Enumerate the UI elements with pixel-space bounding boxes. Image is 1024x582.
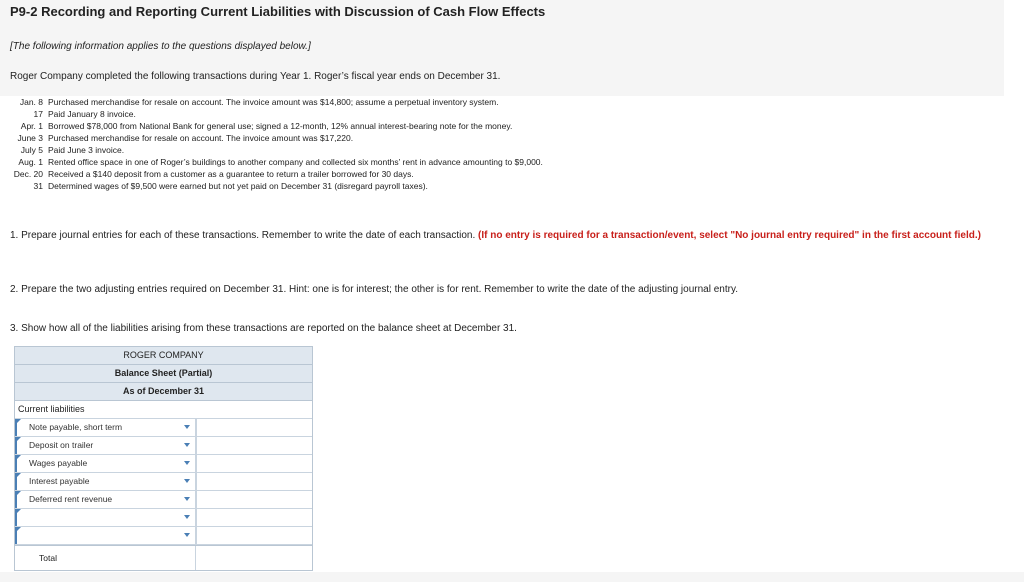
balance-sheet-date: As of December 31: [15, 383, 312, 401]
liability-row: [15, 491, 312, 509]
amount-input[interactable]: [197, 455, 312, 472]
transaction-text: Paid January 8 invoice.: [48, 109, 136, 119]
balance-sheet-statement: Balance Sheet (Partial): [15, 365, 312, 383]
transaction-date: Apr. 1: [20, 121, 43, 131]
transaction-row: [10, 120, 543, 132]
account-select[interactable]: [15, 527, 196, 544]
transaction-row: [10, 156, 543, 168]
amount-input[interactable]: [197, 527, 312, 544]
question-3: 3. Show how all of the liabilities arising from these transactions are reported on the balance sheet at December 31.: [10, 323, 517, 334]
total-label: Total: [15, 546, 196, 570]
transaction-text: Determined wages of $9,500 were earned but not yet paid on December 31 (disregard payroll taxes).: [48, 181, 428, 191]
amount-cell: [196, 509, 312, 526]
transaction-text: Purchased merchandise for resale on account. The invoice amount was $17,220.: [48, 133, 354, 143]
question-1-instruction: (If no entry is required for a transaction/event, select "No journal entry required" in the first account field.): [478, 230, 981, 241]
dropdown-caret-icon: [184, 461, 190, 465]
account-select[interactable]: [15, 491, 196, 508]
info-note: [The following information applies to the questions displayed below.]: [10, 41, 311, 52]
amount-input[interactable]: [197, 419, 312, 436]
balance-sheet-company: ROGER COMPANY: [15, 347, 312, 365]
account-select-value: Wages payable: [29, 458, 88, 468]
transaction-row: [10, 180, 543, 192]
transaction-text: Borrowed $78,000 from National Bank for general use; signed a 12-month, 12% annual interest-bearing note for the money.: [48, 121, 513, 131]
transaction-row: [10, 144, 543, 156]
account-select-value: Interest payable: [29, 476, 90, 486]
amount-cell: [196, 437, 312, 454]
problem-intro: Roger Company completed the following transactions during Year 1. Roger’s fiscal year ends on December 31.: [10, 71, 501, 82]
amount-cell: [196, 527, 312, 544]
transaction-row: [10, 96, 543, 108]
amount-cell: [196, 455, 312, 472]
account-select-value: Note payable, short term: [29, 422, 123, 432]
dropdown-caret-icon: [184, 515, 190, 519]
transaction-text: Purchased merchandise for resale on account. The invoice amount was $14,800; assume a perpetual inventory system.: [48, 97, 499, 107]
account-select[interactable]: [15, 437, 196, 454]
transaction-text: Paid June 3 invoice.: [48, 145, 125, 155]
transaction-date: Dec. 20: [13, 169, 43, 179]
transaction-row: [10, 108, 543, 120]
account-select[interactable]: [15, 509, 196, 526]
account-select[interactable]: [15, 473, 196, 490]
account-select-value: Deferred rent revenue: [29, 494, 113, 504]
field-marker-icon: [17, 419, 21, 423]
dropdown-caret-icon: [184, 479, 190, 483]
transaction-row: [10, 132, 543, 144]
transaction-row: [10, 168, 543, 180]
field-marker-icon: [17, 455, 21, 459]
amount-cell: [196, 419, 312, 436]
amount-input[interactable]: [197, 491, 312, 508]
dropdown-caret-icon: [184, 497, 190, 501]
field-marker-icon: [17, 491, 21, 495]
field-marker-icon: [17, 473, 21, 477]
liability-row: [15, 509, 312, 527]
field-marker-icon: [17, 527, 21, 531]
problem-title: P9-2 Recording and Reporting Current Liabilities with Discussion of Cash Flow Effects: [10, 4, 546, 19]
dropdown-caret-icon: [184, 443, 190, 447]
liability-row: [15, 527, 312, 545]
dropdown-caret-icon: [184, 533, 190, 537]
field-marker-icon: [17, 437, 21, 441]
total-amount-cell: [196, 546, 312, 570]
amount-input[interactable]: [197, 437, 312, 454]
liability-row: [15, 455, 312, 473]
question-2: 2. Prepare the two adjusting entries required on December 31. Hint: one is for interest; the other is for rent. Remember to write the date of the adjusting journal entry.: [10, 284, 738, 295]
account-select[interactable]: [15, 419, 196, 436]
transaction-date: 17: [33, 109, 43, 119]
field-marker-icon: [17, 509, 21, 513]
current-liabilities-label: Current liabilities: [15, 401, 312, 419]
footer-strip: [0, 572, 1024, 582]
transaction-text: Received a $140 deposit from a customer as a guarantee to return a trailer borrowed for 30 days.: [48, 169, 414, 179]
transaction-date: July 5: [20, 145, 43, 155]
liability-row: [15, 419, 312, 437]
amount-cell: [196, 473, 312, 490]
transaction-date: Jan. 8: [19, 97, 43, 107]
transaction-text: Rented office space in one of Roger’s buildings to another company and collected six months’ rent in advance amounting to $9,000.: [48, 157, 543, 167]
liability-row: [15, 437, 312, 455]
transaction-date: June 3: [17, 133, 43, 143]
account-select[interactable]: [15, 455, 196, 472]
account-select-value: Deposit on trailer: [29, 440, 94, 450]
transaction-date: Aug. 1: [18, 157, 43, 167]
total-amount-input[interactable]: [196, 546, 312, 570]
question-1-text: 1. Prepare journal entries for each of these transactions. Remember to write the date of each transaction.: [10, 230, 479, 241]
amount-input[interactable]: [197, 509, 312, 526]
amount-input[interactable]: [197, 473, 312, 490]
liability-row: [15, 473, 312, 491]
transactions-list: [10, 96, 543, 192]
dropdown-caret-icon: [184, 425, 190, 429]
total-row: [15, 545, 312, 570]
question-1: [10, 229, 1000, 242]
amount-cell: [196, 491, 312, 508]
transaction-date: 31: [33, 181, 43, 191]
balance-sheet-table: [14, 346, 313, 571]
